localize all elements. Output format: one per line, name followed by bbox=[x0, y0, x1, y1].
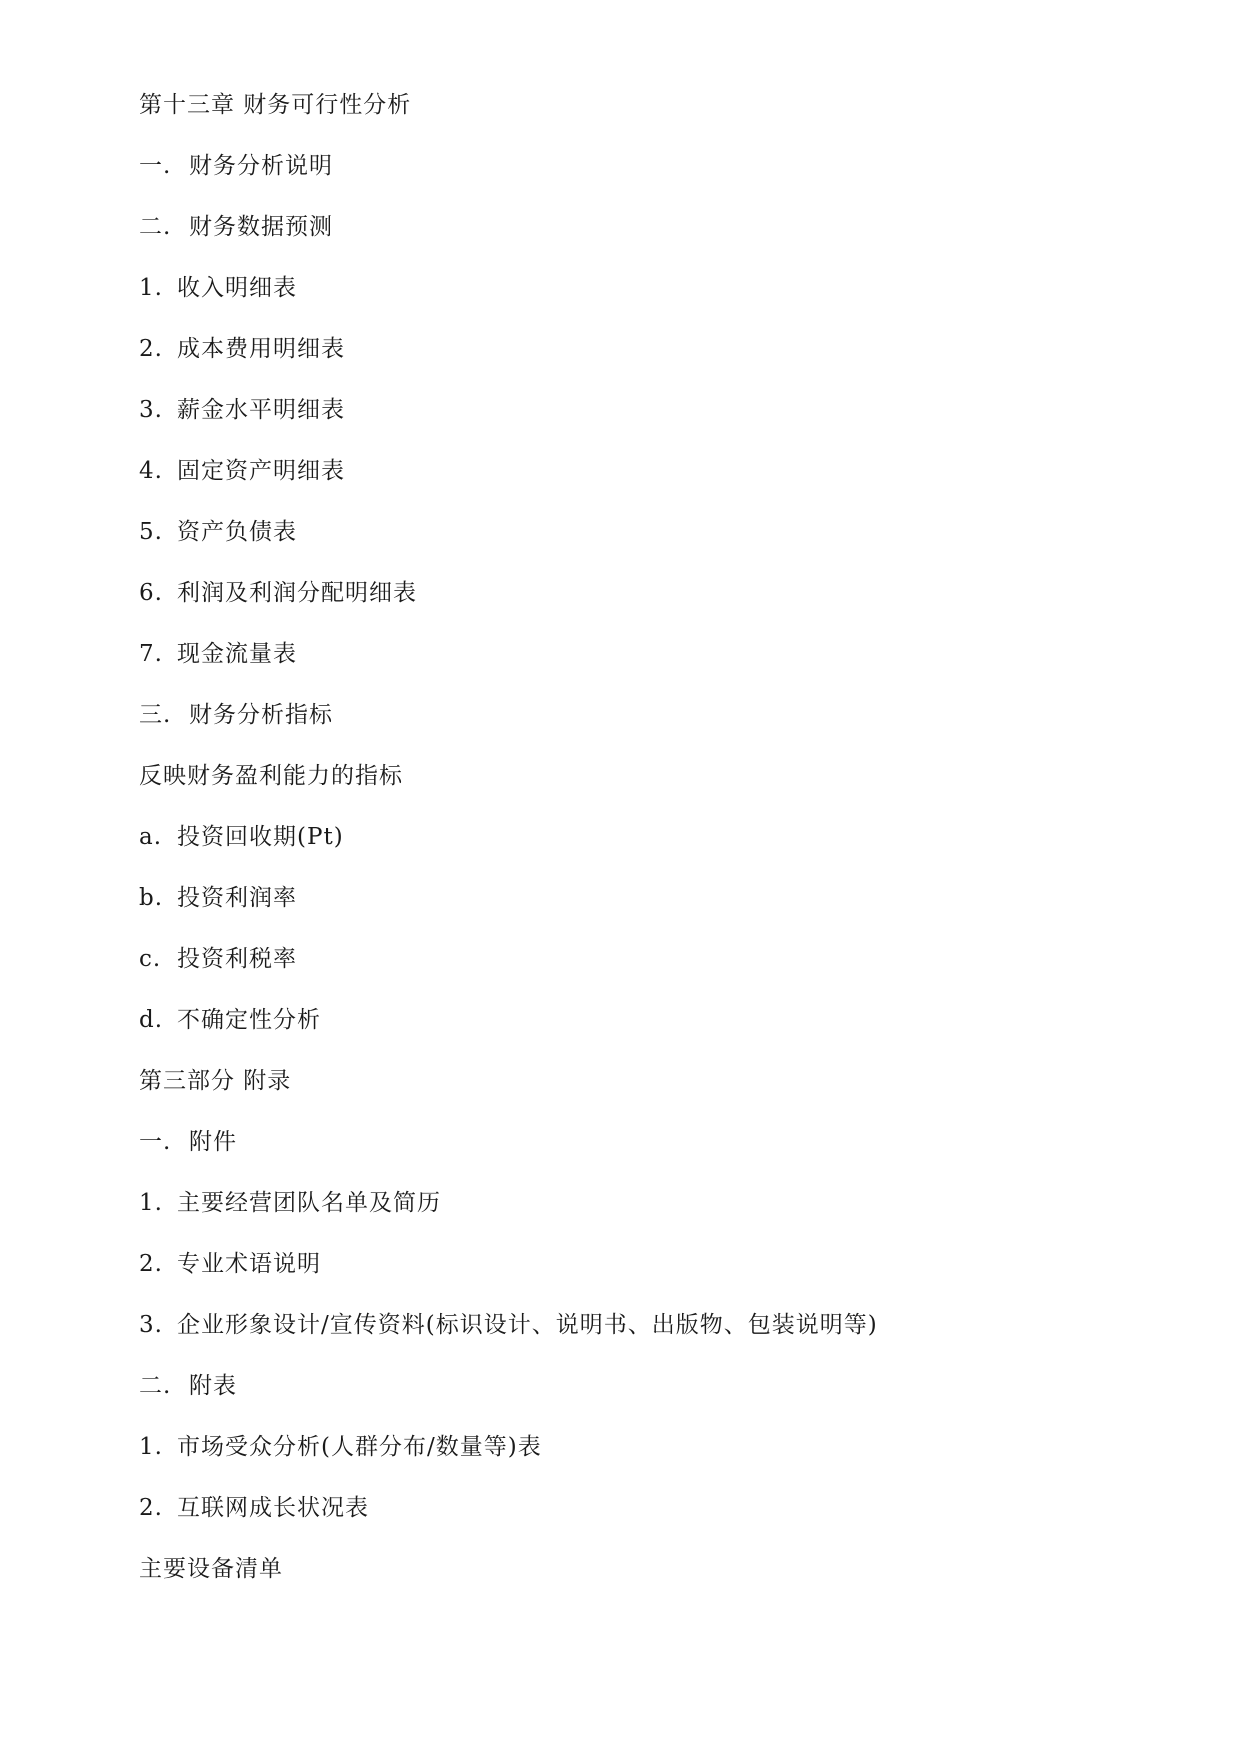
list-item: a. 投资回收期(Pt) bbox=[139, 824, 344, 850]
paragraph: 反映财务盈利能力的指标 bbox=[139, 763, 403, 789]
list-item: 3. 薪金水平明细表 bbox=[139, 397, 345, 423]
section-heading: 一. 附件 bbox=[139, 1129, 237, 1155]
list-item: d. 不确定性分析 bbox=[139, 1007, 321, 1033]
section-heading: 二. 附表 bbox=[139, 1373, 237, 1399]
section-heading: 二. 财务数据预测 bbox=[139, 214, 333, 240]
list-item: b. 投资利润率 bbox=[139, 885, 297, 911]
section-heading: 一. 财务分析说明 bbox=[139, 153, 333, 179]
section-heading: 三. 财务分析指标 bbox=[139, 702, 333, 728]
list-item: 2. 成本费用明细表 bbox=[139, 336, 345, 362]
part-heading: 第三部分 附录 bbox=[139, 1068, 292, 1094]
list-item: c. 投资利税率 bbox=[139, 946, 297, 972]
list-item: 6. 利润及利润分配明细表 bbox=[139, 580, 417, 606]
list-item: 1. 收入明细表 bbox=[139, 275, 297, 301]
list-item: 4. 固定资产明细表 bbox=[139, 458, 345, 484]
paragraph: 主要设备清单 bbox=[139, 1556, 283, 1582]
list-item: 2. 互联网成长状况表 bbox=[139, 1495, 369, 1521]
list-item: 5. 资产负债表 bbox=[139, 519, 297, 545]
list-item: 7. 现金流量表 bbox=[139, 641, 297, 667]
list-item: 1. 主要经营团队名单及简历 bbox=[139, 1190, 441, 1216]
list-item: 1. 市场受众分析(人群分布/数量等)表 bbox=[139, 1434, 542, 1460]
list-item: 2. 专业术语说明 bbox=[139, 1251, 321, 1277]
list-item: 3. 企业形象设计/宣传资料(标识设计、说明书、出版物、包装说明等) bbox=[139, 1312, 878, 1338]
chapter-heading: 第十三章 财务可行性分析 bbox=[139, 92, 412, 118]
